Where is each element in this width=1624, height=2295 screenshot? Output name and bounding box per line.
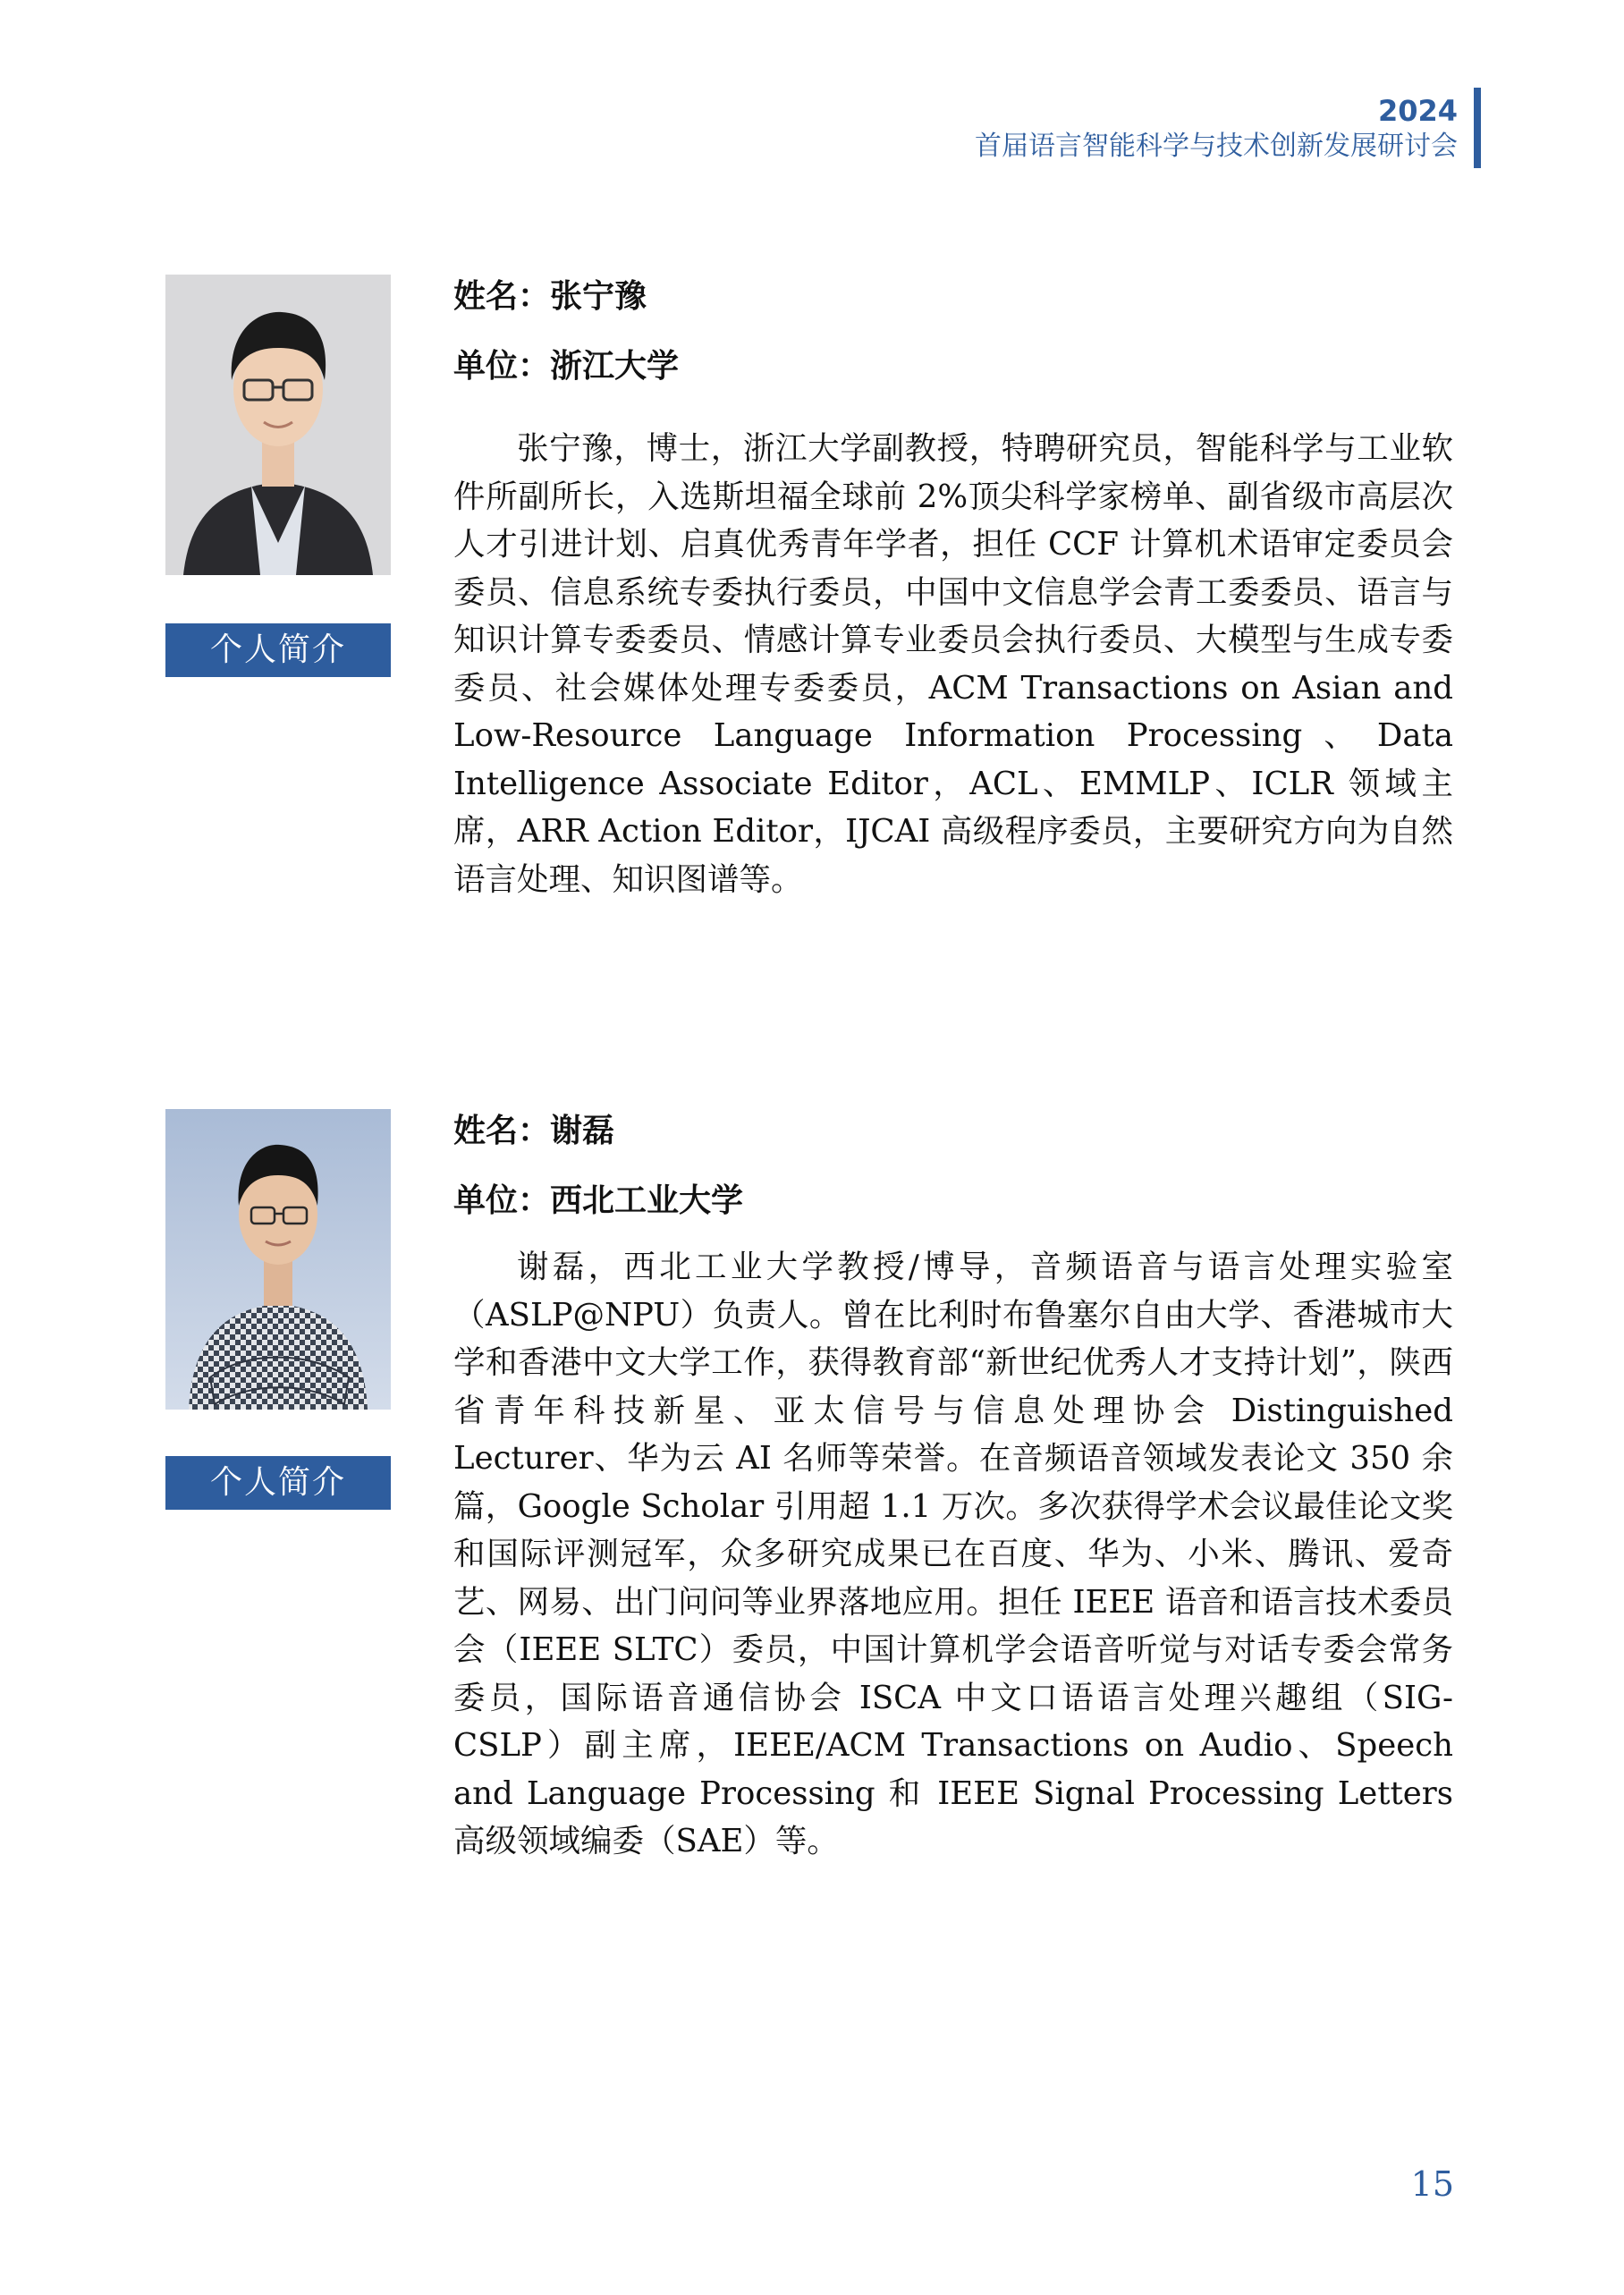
profile-bio: 张宁豫，博士，浙江大学副教授，特聘研究员，智能科学与工业软件所副所长，入选斯坦福全球前 2%顶尖科学家榜单、副省级市高层次人才引进计划、启真优秀青年学者，担任 CCF 计算机术语审定委员会委员、信息系统专委执行委员，中国中文信息学会青工委委员、语言与知识计算专委委员、情感计算专业委员会执行委员、大模型与生成专委委员、社会媒体处理专委委员，ACM Transactions on Asian and Low-Resource Language Information Processing、Data Intelligence Associate Editor，ACL、EMMLP、ICLR 领域主席，ARR Action Editor，IJCAI 高级程序委员，主要研究方向为自然语言处理、知识图谱等。 bbox=[453, 430, 1453, 898]
profile-info bbox=[453, 1109, 1453, 1866]
profile-bio: 谢磊，西北工业大学教授/博导，音频语音与语言处理实验室（ASLP@NPU）负责人。曾在比利时布鲁塞尔自由大学、香港城市大学和香港中文大学工作，获得教育部“新世纪优秀人才支持计划”，陕西省青年科技新星、亚太信号与信息处理协会 Distinguished Lecturer、华为云 AI 名师等荣誉。在音频语音领域发表论文 350 余篇，Google Scholar 引用超 1.1 万次。多次获得学术会议最佳论文奖和国际评测冠军，众多研究成果已在百度、华为、小米、腾讯、爱奇艺、网易、出门问问等业界落地应用。担任 IEEE 语音和语言技术委员会（IEEE SLTC）委员，中国计算机学会语音听觉与对话专委会常务委员，国际语音通信协会 ISCA 中文口语语言处理兴趣组（SIG-CSLP）副主席，IEEE/ACM Transactions on Audio、Speech and Language Processing 和 IEEE Signal Processing Letters 高级领域编委（SAE）等。 bbox=[453, 1249, 1453, 1859]
intro-tag: 个人简介 bbox=[165, 1456, 391, 1510]
header-accent-bar bbox=[1474, 88, 1481, 168]
profile-info bbox=[453, 275, 1453, 903]
portrait-photo bbox=[165, 1109, 391, 1410]
page-number: 15 bbox=[1410, 2164, 1454, 2204]
profile-unit: 单位：西北工业大学 bbox=[453, 1182, 744, 1219]
header-year: 2024 bbox=[1377, 93, 1458, 128]
profile-name: 姓名：谢磊 bbox=[453, 1113, 615, 1149]
portrait-image bbox=[165, 1109, 391, 1410]
header-title: 首届语言智能科学与技术创新发展研讨会 bbox=[975, 130, 1458, 162]
header-text bbox=[975, 88, 1474, 168]
portrait-image bbox=[165, 275, 391, 575]
portrait-photo bbox=[165, 275, 391, 575]
profile-name: 姓名：张宁豫 bbox=[453, 278, 647, 315]
intro-tag: 个人简介 bbox=[165, 623, 391, 677]
profile-unit: 单位：浙江大学 bbox=[453, 348, 680, 385]
page-header bbox=[975, 88, 1481, 168]
